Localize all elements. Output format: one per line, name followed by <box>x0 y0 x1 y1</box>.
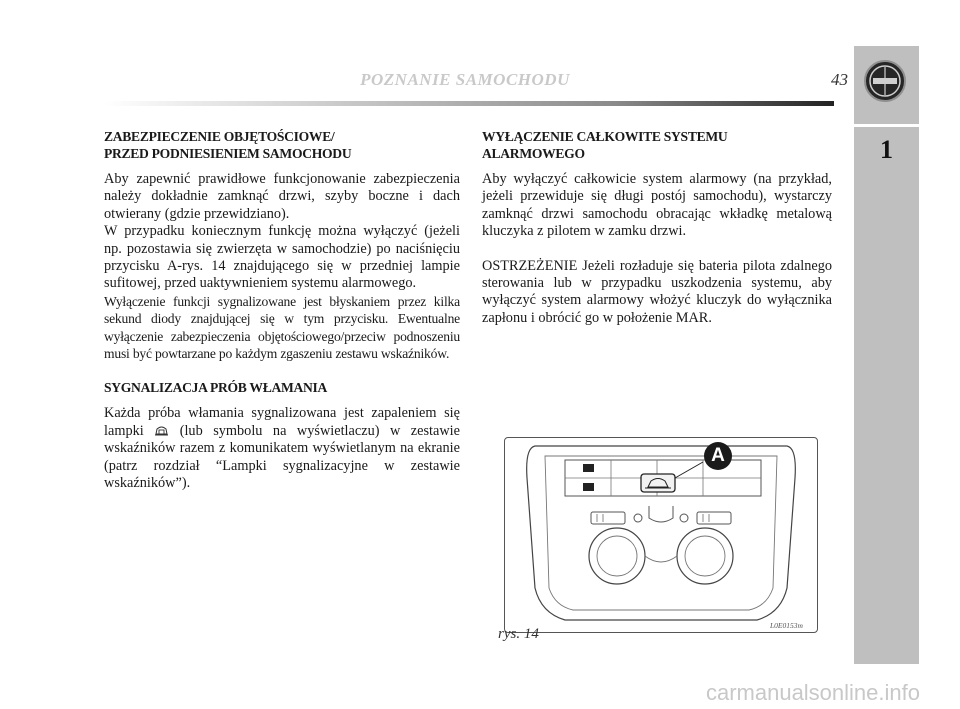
callout-marker <box>505 438 817 632</box>
paragraph: Aby zapewnić prawidłowe funkcjonowanie zabezpieczenia należy dokładnie zamknąć drzwi, szyby boczne i dach otwierany (gdzie przewidziano). <box>104 171 460 222</box>
alarm-lamp-icon <box>154 424 169 436</box>
paragraph: Aby wyłączyć całkowicie system alarmowy (na przykład, jeżeli przewiduje się długi postój samochodu), wystarczy zamknąć drzwi samochodu obracając wkładkę metalową kluczyka z pilotem w zamku drzwi. <box>482 171 832 240</box>
paragraph <box>104 405 460 492</box>
side-tab-separator <box>854 124 919 127</box>
heading-line: PRZED PODNIESIENIEM SAMOCHODU <box>104 146 352 161</box>
chapter-number: 1 <box>880 135 893 164</box>
heading-volumetric-protection <box>104 128 460 162</box>
lancia-logo-icon <box>864 60 906 102</box>
paragraph-text: (lub symbolu na wyświetlaczu) w zestawie wskaźników razem z komunikatem wyświetlanym na ekranie (patrz rozdział “Lampki sygnalizacyjne w zestawie wskaźników”). <box>104 422 460 492</box>
paragraph: W przypadku koniecznym funkcję można wyłączyć (jeżeli np. pozostawia się zwierzęta w samochodzie) po naciśnięciu przycisku A-rys. 14 znajdującego się w przedniej lampie sufitowej, przed uaktywnieniem systemu alarmowego. <box>104 223 460 292</box>
section-title: POZNANIE SAMOCHODU <box>360 70 570 89</box>
paragraph-text: Każda próba włamania sygnalizowana jest zapaleniem się lampki <box>104 405 460 439</box>
heading-line: WYŁĄCZENIE CAŁKOWITE SYSTEMU <box>482 129 728 144</box>
paragraph: Wyłączenie funkcji sygnalizowane jest błyskaniem przez kilka sekund diody znajdującej się w tym przycisku. Ewentualne wyłączenie zabezpieczenia objętościowego/przeciw podnoszeniu musi być powtarzane po każdym zgaszeniu zestawu wskaźników. <box>104 293 460 362</box>
watermark: carmanualsonline.info <box>705 680 920 705</box>
heading-line: ZABEZPIECZENIE OBJĘTOŚCIOWE/ <box>104 129 335 144</box>
heading-line: ALARMOWEGO <box>482 146 585 161</box>
left-column <box>104 128 460 493</box>
figure-code: L0E0153m <box>770 621 803 630</box>
figure-caption: rys. 14 <box>498 626 539 642</box>
figure-ceiling-lamp <box>504 437 818 633</box>
page-number: 43 <box>831 70 848 89</box>
header-rule <box>104 101 834 106</box>
heading-full-alarm-disable <box>482 128 832 162</box>
warning-paragraph: OSTRZEŻENIE Jeżeli rozładuje się bateria pilota zdalnego sterowania lub w przypadku uszkodzenia systemu, aby wyłączyć system alarmowy włożyć kluczyk do wyłącznika zapłonu i obrócić go w położenie MAR. <box>482 257 832 326</box>
heading-break-in-signalling: SYGNALIZACJA PRÓB WŁAMANIA <box>104 380 328 396</box>
right-column <box>482 128 832 327</box>
callout-label: A <box>711 445 725 466</box>
